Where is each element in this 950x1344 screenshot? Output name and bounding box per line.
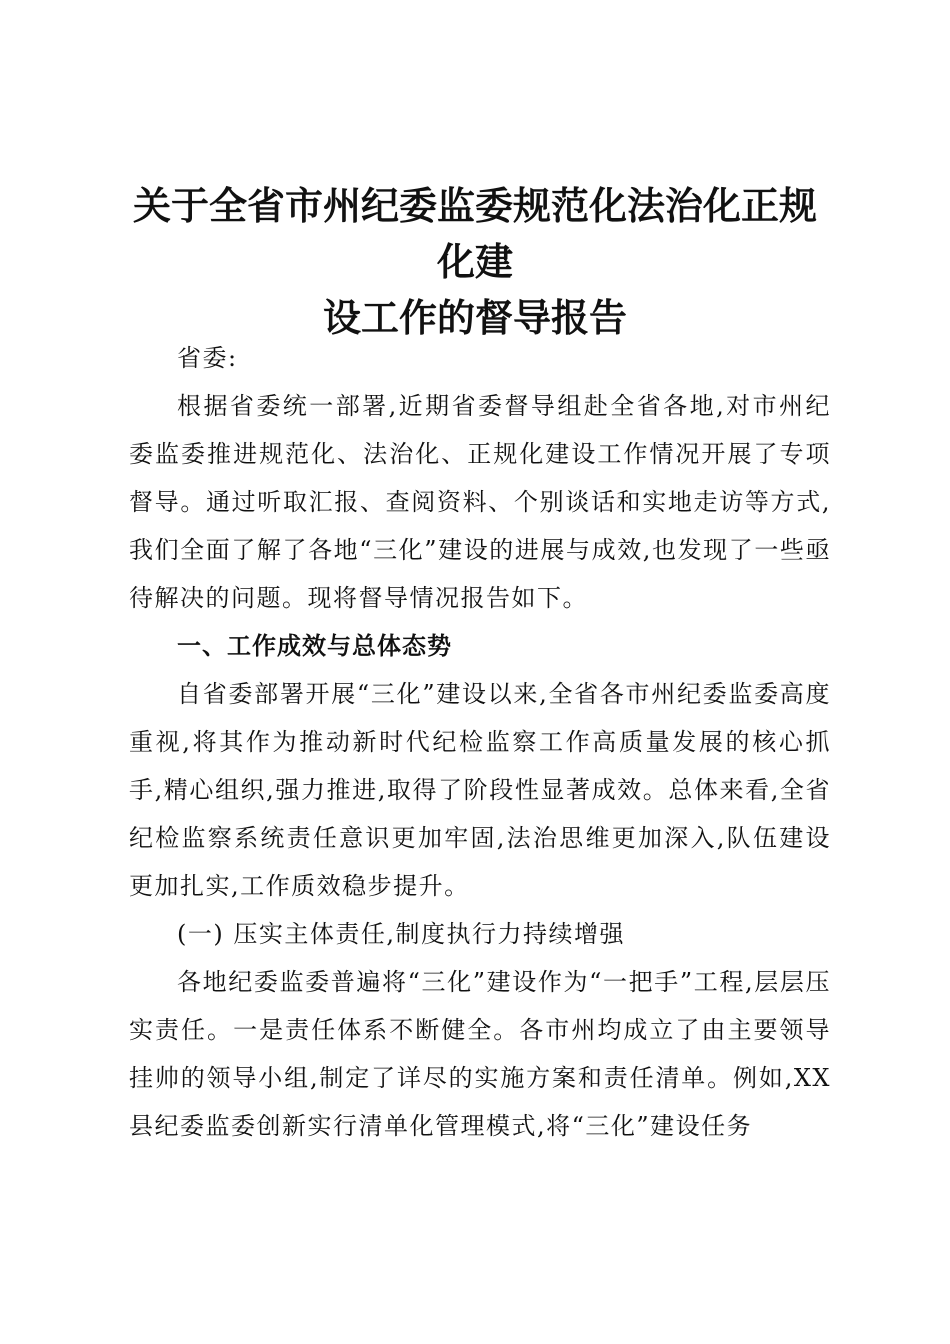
section-heading-1: 一、工作成效与总体态势 xyxy=(177,632,452,660)
intro-paragraph: 根据省委统一部署,近期省委督导组赴全省各地,对市州纪委监委推进规范化、法治化、正规化建设工作情况开展了专项督导。通过听取汇报、查阅资料、个别谈话和实地走访等方式,我们全面了解了各地“三化”建设的进展与成效,也发现了一些亟待解决的问题。现将督导情况报告如下。 xyxy=(129,392,831,612)
document-body xyxy=(129,334,831,1150)
subsection-heading-1: (一) 压实主体责任,制度执行力持续增强 xyxy=(177,920,625,948)
title-line-2: 设工作的督导报告 xyxy=(322,295,627,340)
salutation: 省委: xyxy=(177,344,238,372)
section-1-paragraph: 自省委部署开展“三化”建设以来,全省各市州纪委监委高度重视,将其作为推动新时代纪检监察工作高质量发展的核心抓手,精心组织,强力推进,取得了阶段性显著成效。总体来看,全省纪检监察系统责任意识更加牢固,法治思维更加深入,队伍建设更加扎实,工作质效稳步提升。 xyxy=(129,680,831,900)
document-title xyxy=(120,178,830,346)
title-line-1: 关于全省市州纪委监委规范化法治化正规化建 xyxy=(132,183,817,284)
subsection-1-paragraph: 各地纪委监委普遍将“三化”建设作为“一把手”工程,层层压实责任。一是责任体系不断健全。各市州均成立了由主要领导挂帅的领导小组,制定了详尽的实施方案和责任清单。例如,XX 县纪委监委创新实行清单化管理模式,将“三化”建设任务 xyxy=(129,968,831,1140)
